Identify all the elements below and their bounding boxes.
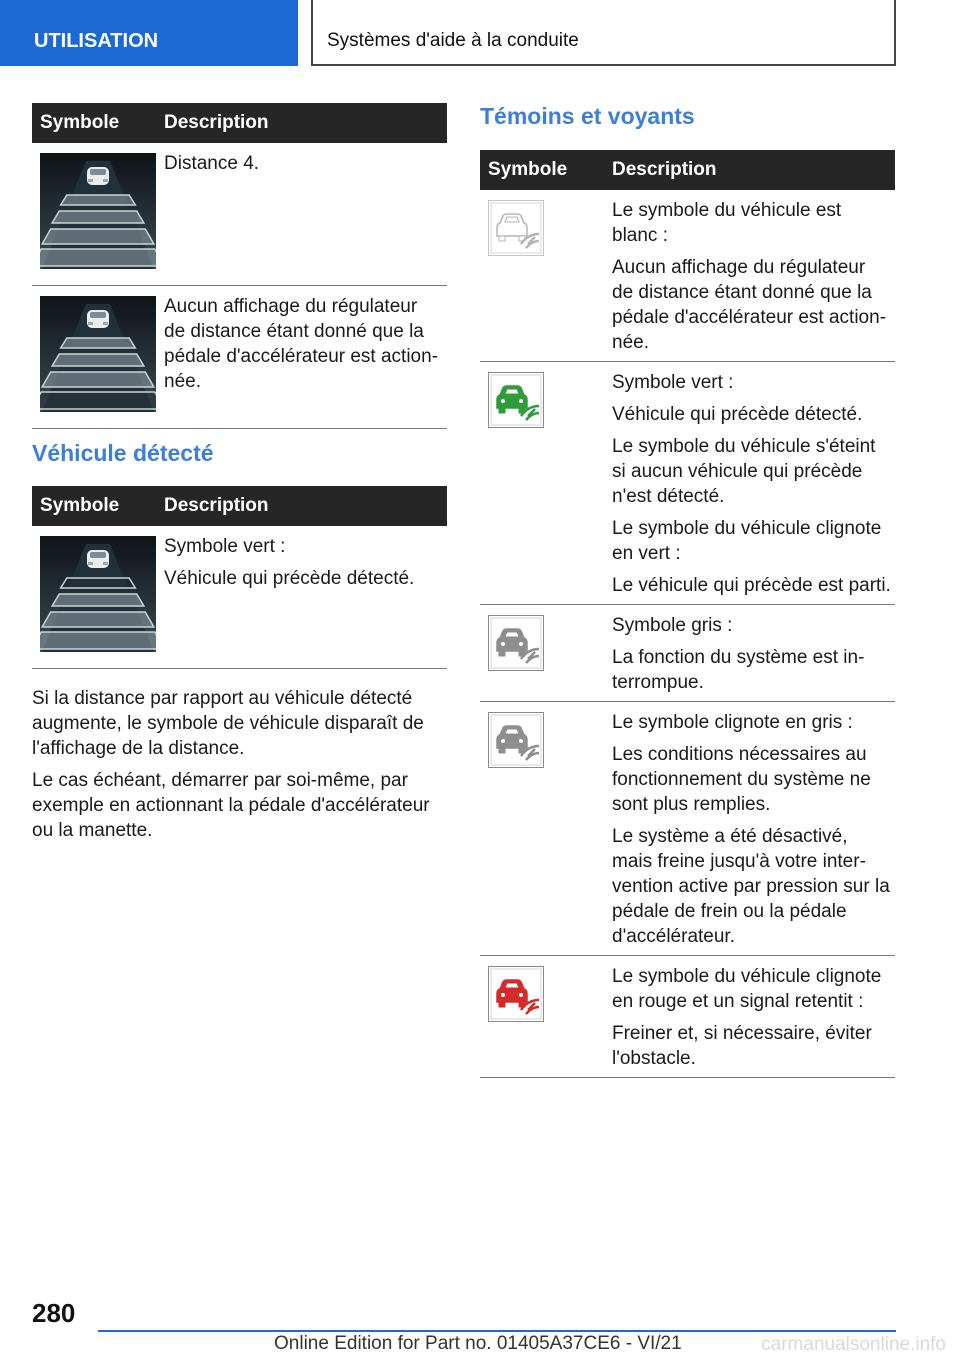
description-line: Véhicule qui précède détecté. [164, 568, 415, 589]
symbol-cell [32, 526, 164, 669]
paragraph: Si la distance par rapport au véhicule détecté augmente, le symbole de véhicule disparaît de l'affichage de la distance. [32, 688, 424, 759]
header-symbol: Symbole [32, 103, 164, 143]
watermark: carmanualsonline.info [761, 1334, 946, 1355]
table-row [480, 605, 895, 702]
chapter-title: Systèmes d'aide à la conduite [311, 0, 896, 66]
header-description: Description [612, 150, 895, 190]
description-line: Symbole gris : [612, 615, 733, 636]
description-line: Les conditions nécessaires au fonctionnement du système ne sont plus remplies. [612, 744, 871, 815]
description-line: Le symbole du véhicule clignote en vert : [612, 518, 882, 564]
paragraph: Le cas échéant, démarrer par soi-même, par exemple en actionnant la pédale d'accélérateur ou la manette. [32, 770, 430, 841]
left-table-distance [32, 103, 447, 429]
description-line: Le symbole du véhicule est blanc : [612, 200, 842, 246]
symbol-cell [480, 190, 612, 362]
description-line: Aucun affichage du régulateur de distance étant donné que la pédale d'accélérateur est action-née. [612, 257, 887, 353]
page-header [0, 0, 960, 66]
distance-accelerator-display [40, 296, 164, 418]
description-line: Freiner et, si nécessaire, éviter l'obstacle. [612, 1023, 872, 1069]
left-table-detected [32, 486, 447, 669]
description-cell [612, 702, 895, 956]
table-row [480, 190, 895, 362]
section-vehicle-detected [32, 440, 447, 467]
symbol-table [32, 486, 447, 669]
symbol-cell [32, 286, 164, 429]
symbol-table [32, 103, 447, 429]
header-description: Description [164, 486, 447, 526]
description-line: Le symbole du véhicule s'éteint si aucun véhicule qui précède n'est détecté. [612, 436, 876, 507]
description-line: Distance 4. [164, 153, 260, 174]
description-line: Véhicule qui précède détecté. [612, 404, 863, 425]
table-row [480, 956, 895, 1078]
description-line: La fonction du système est in-terrompue. [612, 647, 865, 693]
description-cell [164, 526, 447, 669]
footer-edition: Online Edition for Part no. 01405A37CE6 - VI/21 [274, 1333, 682, 1354]
header-symbol: Symbole [480, 150, 612, 190]
symbol-cell [480, 956, 612, 1078]
description-line: Le symbole clignote en gris : [612, 712, 853, 733]
description-line: Le symbole du véhicule clignote en rouge et un signal retentit : [612, 966, 882, 1012]
table-row [480, 702, 895, 956]
footer-divider [98, 1330, 896, 1332]
description-cell [612, 190, 895, 362]
table-row [32, 526, 447, 669]
symbol-table [480, 150, 895, 1078]
symbol-cell [32, 143, 164, 286]
table-row [32, 143, 447, 286]
description-line: Symbole vert : [612, 372, 734, 393]
vehicle-warning-icon-green [488, 372, 612, 434]
symbol-cell [480, 362, 612, 605]
indicator-rows [480, 190, 895, 1078]
description-line: Symbole vert : [164, 536, 286, 557]
header-description: Description [164, 103, 447, 143]
description-cell [612, 956, 895, 1078]
description-line: Le système a été désactivé, mais freine jusqu'à votre inter-vention active par pression sur la pédale de frein ou la pédale d'accélérateur. [612, 826, 890, 947]
vehicle-warning-icon-white [488, 200, 612, 262]
page-number: 280 [32, 1298, 76, 1328]
right-table-indicators [480, 150, 895, 1078]
distance-4-display [40, 153, 164, 275]
vehicle-warning-icon-gray [488, 615, 612, 677]
vehicle-warning-icon-gray-blinking [488, 712, 612, 774]
table-row [32, 286, 447, 429]
description-cell [612, 605, 895, 702]
table-row [480, 362, 895, 605]
section-title: Véhicule détecté [32, 440, 214, 466]
description-cell [612, 362, 895, 605]
description-line: Le véhicule qui précède est parti. [612, 575, 891, 596]
section-indicators [480, 103, 895, 130]
description-line: Aucun affichage du régulateur de distance étant donné que la pédale d'accélérateur est action-née. [164, 296, 439, 392]
section-tab[interactable]: UTILISATION [0, 0, 298, 66]
vehicle-detected-display [40, 536, 164, 658]
header-symbol: Symbole [32, 486, 164, 526]
vehicle-warning-icon-red [488, 966, 612, 1028]
body-paragraphs [32, 686, 447, 850]
description-cell [164, 286, 447, 429]
symbol-cell [480, 702, 612, 956]
description-cell [164, 143, 447, 286]
section-title: Témoins et voyants [480, 103, 695, 129]
symbol-cell [480, 605, 612, 702]
